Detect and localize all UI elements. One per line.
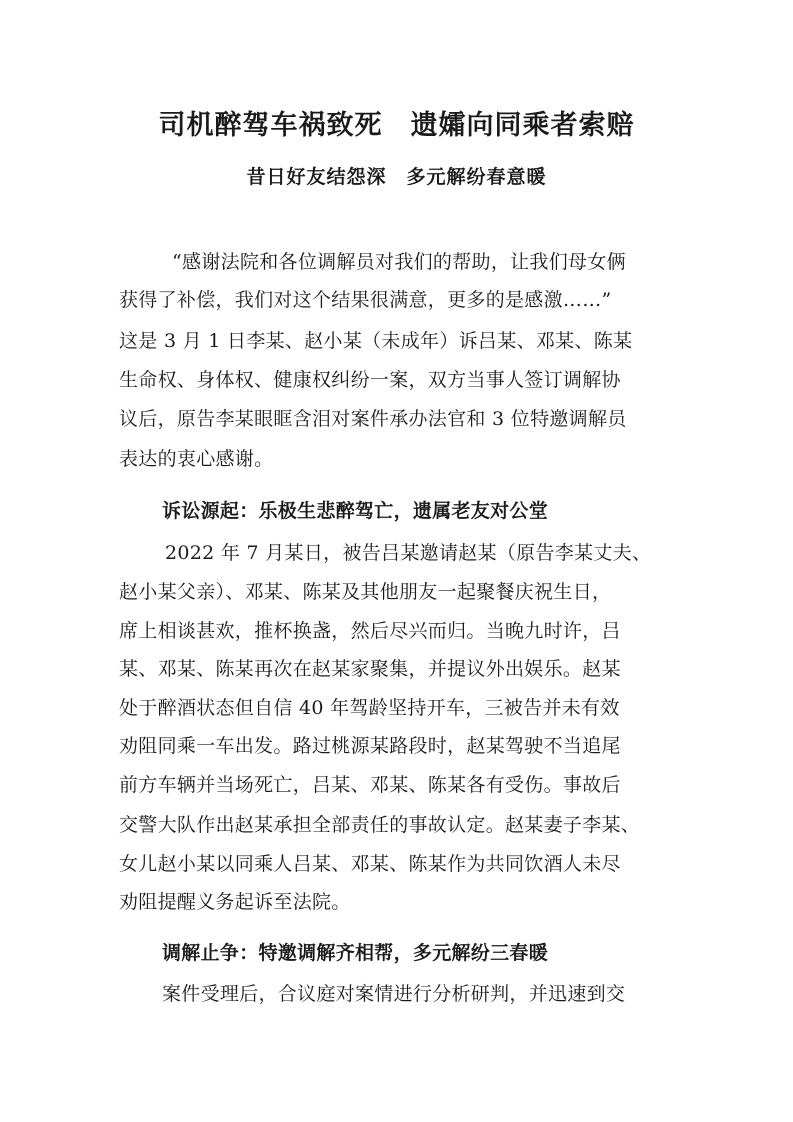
- document-title: 司机醉驾车祸致死 遗孀向同乘者索赔: [158, 110, 635, 141]
- paragraph-line: 女儿赵小某以同乘人吕某、邓某、陈某作为共同饮酒人未尽: [119, 853, 621, 875]
- paragraph-line: 议后，原告李某眼眶含泪对案件承办法官和 3 位特邀调解员: [119, 408, 627, 430]
- paragraph-line: 劝阻提醒义务起诉至法院。: [119, 891, 351, 913]
- paragraph-line: 前方车辆并当场死亡，吕某、邓某、陈某各有受伤。事故后: [119, 774, 621, 796]
- paragraph-line: “感谢法院和各位调解员对我们的帮助，让我们母女俩: [172, 251, 626, 273]
- paragraph-line: 交警大队作出赵某承担全部责任的事故认定。赵某妻子李某、: [119, 814, 641, 836]
- paragraph-line: 这是 3 月 1 日李某、赵小某（未成年）诉吕某、邓某、陈某: [119, 330, 633, 352]
- paragraph-line: 处于醉酒状态但自信 40 年驾龄坚持开车，三被告并未有效: [119, 697, 620, 719]
- paragraph-line: 表达的衷心感谢。: [119, 448, 274, 470]
- paragraph-line: 某、邓某、陈某再次在赵某家聚集，并提议外出娱乐。赵某: [119, 658, 621, 680]
- paragraph-line: 席上相谈甚欢，推杯换盏，然后尽兴而归。当晚九时许，吕: [119, 620, 621, 642]
- paragraph-line: 赵小某父亲）、邓某、陈某及其他朋友一起聚餐庆祝生日，: [119, 581, 612, 603]
- section-heading: 调解止争：特邀调解齐相帮，多元解纷三春暖: [162, 942, 549, 964]
- paragraph-line: 获得了补偿，我们对这个结果很满意，更多的是感激……”: [119, 289, 612, 311]
- paragraph-line: 生命权、身体权、健康权纠纷一案，双方当事人签订调解协: [119, 369, 621, 391]
- paragraph-line: 案件受理后，合议庭对案情进行分析研判，并迅速到交: [162, 983, 626, 1005]
- paragraph-line: 劝阻同乘一车出发。路过桃源某路段时，赵某驾驶不当追尾: [119, 735, 621, 757]
- document-subtitle: 昔日好友结怨深 多元解纷春意暖: [246, 166, 547, 188]
- section-heading: 诉讼源起：乐极生悲醉驾亡，遗属老友对公堂: [162, 500, 549, 522]
- paragraph-line: 2022 年 7 月某日，被告吕某邀请赵某（原告李某丈夫、: [165, 542, 652, 564]
